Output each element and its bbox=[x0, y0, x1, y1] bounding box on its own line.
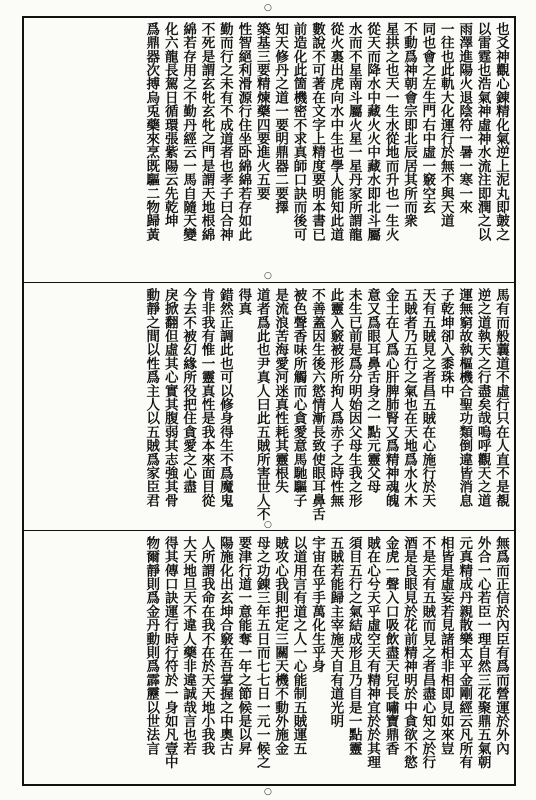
binding-mark-upper: ○ bbox=[264, 271, 272, 281]
text-column: 陽施化出玄坤合竅在吾掌握之中奧古 bbox=[216, 536, 233, 756]
text-column: 相皆是虛妄若見諸相非相即見如來豈 bbox=[437, 536, 454, 756]
text-column: 同也會之左生門右中虛一竅空玄 bbox=[419, 22, 436, 214]
text-column: 酒是良眼見於花前精神明於中貪欲不慾 bbox=[400, 536, 417, 769]
text-column: 數說不可著在文字上精度要明本書已 bbox=[308, 22, 325, 242]
text-column: 宇宙在乎手萬化生乎身 bbox=[308, 536, 325, 673]
text-column: 以道用言有道之人一心能制五賊運五 bbox=[290, 536, 307, 756]
text-column: 性智絕利滑源行住坐卧綿綿若存如此 bbox=[235, 22, 252, 242]
text-column: 母之功錬三年五日而七七日一元一候之 bbox=[253, 536, 270, 769]
text-column: 五賊若能歸主宰施天自有道光明 bbox=[327, 536, 344, 728]
text-column: 前造化此箇機密不求真師口訣而後可 bbox=[290, 22, 307, 242]
binding-mark-top: ○ bbox=[264, 3, 272, 13]
text-column: 金土在人爲心肝脾肺腎又爲精神魂魄 bbox=[382, 288, 399, 508]
text-column: 要津行道一意能奪一年之節候是以昇 bbox=[235, 536, 252, 756]
text-column: 是流浪苦海愛河迷真性耗其靈根失 bbox=[272, 288, 289, 494]
text-column: 勤而行之未有不成道者也孝子曰合神 bbox=[216, 22, 233, 242]
text-column: 運無窮故執樞機合聖功類倒違皆消息 bbox=[456, 288, 473, 508]
text-column: 肯非我有惟一靈真性是我本來面目從 bbox=[198, 288, 215, 508]
text-section-middle bbox=[28, 288, 510, 526]
text-column: 化六龍長駕日循環張紫陽云先乾坤 bbox=[161, 22, 178, 228]
text-column: 此靈入竅被形所拘人爲赤子之時性無 bbox=[327, 288, 344, 508]
text-column: 從火裏出虎向水中生也學人能知此道 bbox=[327, 22, 344, 242]
text-column: 綿若存用之不勤丹經云一馬自隨天變 bbox=[180, 22, 197, 242]
text-column: 星拱之也天一生水從地而升也一生火 bbox=[382, 22, 399, 242]
text-column: 一往也此軌大化運行於無不與天道 bbox=[437, 22, 454, 228]
text-column: 得其傳口訣運行時行符於一身如凡壹中 bbox=[161, 536, 178, 769]
text-column: 大天地旦天不違人藥非違誠哉言也若 bbox=[180, 536, 197, 756]
text-section-top bbox=[28, 22, 510, 278]
binding-mark-bottom: ○ bbox=[264, 787, 272, 797]
text-column: 不動爲神朝會宗即北辰居其所而衆 bbox=[400, 22, 417, 228]
text-column: 外合一心若臣一理自然三花聚鼎五氣朝 bbox=[474, 536, 491, 769]
text-column: 築基三要精煉藥四要進火五要 bbox=[253, 22, 270, 201]
text-column: 雨澤進陽火退陰符一暑一寒一來 bbox=[456, 22, 473, 214]
text-column: 五賊者乃五行之氣也在天地爲水火木 bbox=[400, 288, 417, 508]
text-column: 爲鼎器次搏烏兎藥來烹既驅二物歸黃 bbox=[143, 22, 160, 242]
section-divider-2 bbox=[22, 530, 516, 531]
text-column: 錯然正調此也可以修身得生不爲魔鬼 bbox=[216, 288, 233, 508]
text-column: 未生已前是爲分明始因父母生我之形 bbox=[345, 288, 362, 508]
text-column: 無爲而正信於內臣有爲而營運於外內 bbox=[493, 536, 509, 756]
text-column: 金虎一聲入口吸飲盡天兒長嘯寶鼎香 bbox=[382, 536, 399, 756]
text-column: 元真精成丹親散樂太平金剛經云凡所有 bbox=[456, 536, 473, 769]
binding-mark-lower: ○ bbox=[264, 520, 272, 530]
text-column: 戾掀翻但虛其心實其腹弱其志強其骨 bbox=[161, 288, 178, 508]
text-column: 逆之道執天之行盡矣哉嗚呼觀天之道 bbox=[474, 288, 491, 508]
text-column: 以雷霆也浩氣神虛神水流注即潤之以 bbox=[474, 22, 491, 242]
text-column: 子乾坤卻入黍珠中 bbox=[437, 288, 454, 398]
text-column: 不是天有五賊而見之者昌盡心知之於行 bbox=[419, 536, 436, 769]
text-column: 道者爲此也尹真人曰此五賊所害世人不得真 bbox=[235, 288, 270, 521]
text-column: 賊在心兮天乎虛空天有精神宜於於其理 bbox=[364, 536, 381, 769]
text-column: 知天修丹之道一要明鼎器二要擇 bbox=[272, 22, 289, 214]
text-column: 物爾靜則爲金丹動則爲霹靂以世法言 bbox=[143, 536, 160, 756]
text-column: 賊攻心我則把定三關天機不動外施金 bbox=[272, 536, 289, 756]
text-column: 馬有而般蘘道不虛行只在人直不是覩 bbox=[493, 288, 509, 508]
text-column: 人所謂我命在我不在於天天地小我我 bbox=[198, 536, 215, 756]
text-column: 天有五賊見之者昌五賊在心施行於天 bbox=[419, 288, 436, 508]
text-column: 不善蓋因生後六慾情漸長致使眼耳鼻舌 bbox=[308, 288, 325, 521]
text-column: 意又爲眼耳鼻舌身之一點元靈父母 bbox=[364, 288, 381, 494]
text-column: 從天而降水中藏火火中藏水即北斗屬 bbox=[364, 22, 381, 242]
text-column: 被色聲香味所觸而心貪愛意馬馳驅子 bbox=[290, 288, 307, 508]
section-divider-1 bbox=[22, 282, 516, 283]
text-section-bottom bbox=[28, 536, 510, 782]
text-column: 動靜之間以性爲主人以五賊爲家臣君 bbox=[143, 288, 160, 508]
text-column: 須目五行之氣結成形且乃自是一點靈 bbox=[345, 536, 362, 756]
text-column: 今去不被幻緣所役把住貪愛之心盡 bbox=[180, 288, 197, 494]
text-column: 水而不星南斗屬火星一星丹家所謂龍 bbox=[345, 22, 362, 242]
text-column: 也爻神觀心錬精化氣逆上泥丸即皷之 bbox=[493, 22, 509, 242]
text-column: 不死是謂玄牝玄牝之門是謂天地根綿 bbox=[198, 22, 215, 242]
